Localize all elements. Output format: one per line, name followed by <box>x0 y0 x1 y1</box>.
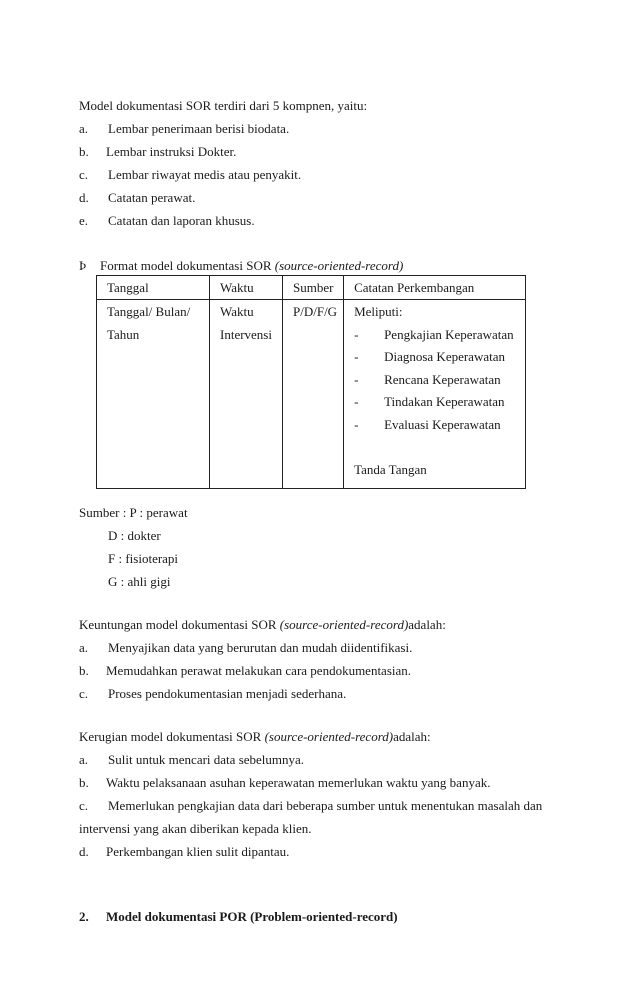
list-text: Memudahkan perawat melakukan cara pendokumentasian. <box>106 663 412 678</box>
cell-text: Tahun <box>107 326 140 342</box>
list-text: Evaluasi Keperawatan <box>384 416 501 432</box>
format-text: Format model dokumentasi SOR <box>100 258 275 273</box>
table-header-cell: Waktu <box>210 276 283 300</box>
table-header-cell: Tanggal <box>97 276 210 300</box>
table-row <box>97 300 526 489</box>
intro-text: Model dokumentasi SOR terdiri dari 5 kompnen, yaitu: <box>79 98 368 113</box>
section-number: 2. <box>79 909 89 924</box>
keuntungan-heading: Keuntungan model dokumentasi SOR (source-oriented-record)adalah: <box>79 617 446 632</box>
list-marker: c. <box>79 798 89 813</box>
list-marker: e. <box>79 213 89 228</box>
list-text: Waktu pelaksanaan asuhan keperawatan memerlukan waktu yang banyak. <box>106 775 491 790</box>
dash-marker: - <box>354 394 359 409</box>
list-marker: a. <box>79 121 89 136</box>
cell-title: Meliputi: <box>354 304 403 319</box>
dash-marker: - <box>354 371 359 387</box>
table-cell <box>97 300 210 489</box>
table-header-cell: Sumber <box>283 276 344 300</box>
list-text: Lembar riwayat medis atau penyakit. <box>108 167 302 182</box>
list-text: Perkembangan klien sulit dipantau. <box>106 844 290 859</box>
dash-marker: - <box>354 349 359 364</box>
cell-text: Waktu <box>220 304 254 319</box>
section-title: Model dokumentasi POR (Problem-oriented-record) <box>106 909 398 924</box>
list-marker: b. <box>79 144 89 159</box>
sumber-item: F : fisioterapi <box>108 551 179 566</box>
list-text: Diagnosa Keperawatan <box>384 349 505 364</box>
list-marker: a. <box>79 640 89 655</box>
list-text: Pengkajian Keperawatan <box>384 326 514 342</box>
sumber-item: D : dokter <box>108 528 161 543</box>
list-item <box>354 372 519 395</box>
table-cell <box>210 300 283 489</box>
sor-table <box>96 275 526 489</box>
list-text: Menyajikan data yang berurutan dan mudah diidentifikasi. <box>108 640 413 655</box>
cell-text: P/D/F/G <box>293 304 338 319</box>
dash-marker: - <box>354 416 359 432</box>
sumber-item: G : ahli gigi <box>108 574 171 589</box>
list-text: Lembar instruksi Dokter. <box>106 144 237 159</box>
dash-marker: - <box>354 326 359 342</box>
table-header-row <box>97 276 526 300</box>
bullet-icon: Þ <box>79 258 87 273</box>
list-text: Lembar penerimaan berisi biodata. <box>108 121 290 136</box>
table-cell <box>344 300 526 489</box>
list-marker: d. <box>79 190 89 205</box>
table-header-cell: Catatan Perkembangan <box>344 276 526 300</box>
list-item <box>354 394 519 417</box>
list-text: Proses pendokumentasian menjadi sederhana. <box>108 686 347 701</box>
list-text: Sulit untuk mencari data sebelumnya. <box>108 752 305 767</box>
format-italic: (source-oriented-record) <box>274 258 404 273</box>
kerugian-heading: Kerugian model dokumentasi SOR (source-oriented-record)adalah: <box>79 729 431 744</box>
list-item <box>354 327 519 350</box>
list-marker: b. <box>79 663 89 678</box>
list-text: Catatan dan laporan khusus. <box>108 213 255 228</box>
list-text: Catatan perawat. <box>108 190 196 205</box>
list-marker: c. <box>79 167 89 182</box>
list-marker: d. <box>79 844 89 859</box>
sumber-first: Sumber : P : perawat <box>79 505 188 520</box>
cell-text: Tanggal/ Bulan/ <box>107 304 191 319</box>
list-item <box>354 417 519 440</box>
list-text: Rencana Keperawatan <box>384 371 501 387</box>
list-text: Memerlukan pengkajian data dari beberapa sumber untuk menentukan masalah dan <box>108 798 543 813</box>
signature-text: Tanda Tangan <box>354 461 427 477</box>
table-cell <box>283 300 344 489</box>
list-item <box>354 349 519 372</box>
list-marker: a. <box>79 752 89 767</box>
cell-text: Intervensi <box>220 326 272 342</box>
list-marker: b. <box>79 775 89 790</box>
list-marker: c. <box>79 686 89 701</box>
list-text: Tindakan Keperawatan <box>384 394 505 409</box>
list-text: intervensi yang akan diberikan kepada klien. <box>79 821 312 836</box>
